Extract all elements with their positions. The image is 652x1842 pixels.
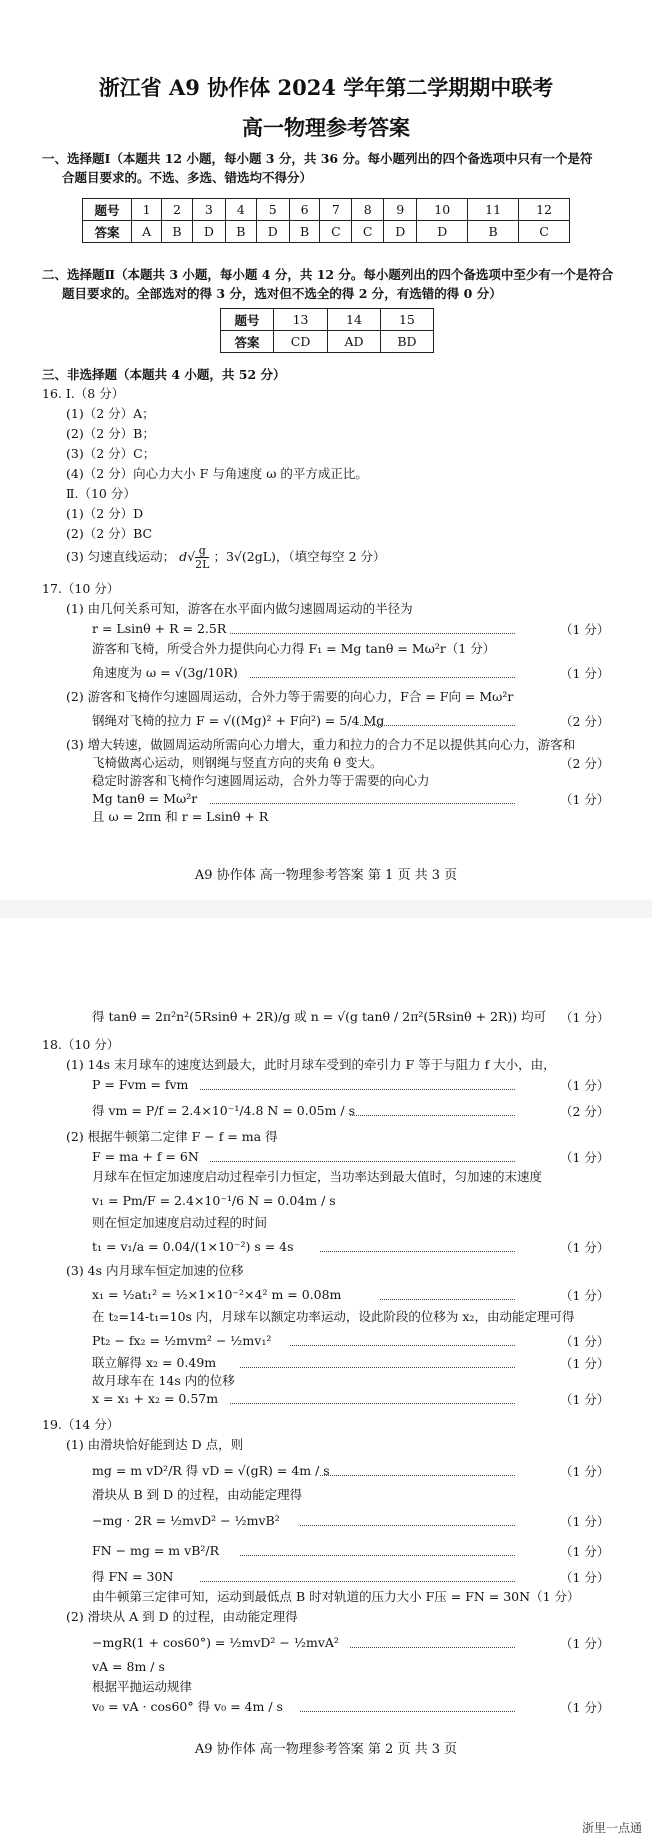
q16-line: (1)（2 分）D: [66, 506, 144, 521]
dot-leader: [290, 1345, 515, 1346]
dot-leader: [300, 1711, 515, 1712]
page-footer: A9 协作体 高一物理参考答案 第 1 页 共 3 页: [194, 868, 458, 883]
table-cell: 5: [256, 199, 289, 221]
q17-line: 稳定时游客和飞椅作匀速圆周运动，合外力等于需要的向心力: [92, 773, 430, 788]
table-cell: 8: [352, 199, 384, 221]
table-cell: D: [384, 221, 417, 243]
table-cell: AD: [328, 331, 381, 353]
score-mark: （1 分）: [560, 1636, 610, 1651]
frac-numerator: g: [195, 544, 209, 558]
q16-fraction: [195, 544, 209, 571]
q19-line: vA = 8m / s: [92, 1659, 165, 1674]
q18-line: F = ma + f = 6N: [92, 1149, 199, 1164]
answer-page-2: [0, 918, 652, 1842]
dot-leader: [250, 677, 515, 678]
q18-line: (3) 4s 内月球车恒定加速的位移: [66, 1263, 244, 1278]
table-cell: C: [320, 221, 352, 243]
section2-heading: 二、选择题Ⅱ（本题共 3 小题，每小题 4 分，共 12 分。每小题列出的四个备选项中至少有一个是符合: [42, 267, 614, 282]
table-cell: 9: [384, 199, 417, 221]
dot-leader: [200, 1089, 515, 1090]
score-mark: （1 分）: [560, 1514, 610, 1529]
dot-leader: [210, 1161, 515, 1162]
table-row-label: 答案: [83, 221, 132, 243]
q17-line: 且 ω = 2πn 和 r = Lsinθ + R: [92, 809, 269, 824]
q16-text: ；3√(2gL)，（填空每空 2 分）: [213, 549, 386, 564]
dot-leader: [320, 1475, 515, 1476]
q17-line: 游客和飞椅，所受合外力提供向心力得 F₁ = Mg tanθ = Mω²r（1 分）: [92, 641, 496, 656]
q16-line-formula: [66, 544, 386, 571]
answer-subtitle: 高一物理参考答案: [242, 115, 410, 140]
q16-heading: 16. Ⅰ.（8 分）: [42, 386, 125, 401]
q16-symbol: d: [179, 549, 188, 564]
section2-heading-cont: 题目要求的。全部选对的得 3 分，选对但不选全的得 2 分，有选错的得 0 分）: [62, 286, 502, 301]
table-cell: B: [226, 221, 257, 243]
score-mark: （1 分）: [560, 792, 610, 807]
score-mark: （1 分）: [560, 1150, 610, 1165]
q16-line: (2)（2 分）B；: [66, 426, 155, 441]
table-cell: 10: [417, 199, 468, 221]
section1-heading-cont: 合题目要求的。不选、多选、错选均不得分）: [62, 170, 313, 185]
dot-leader: [350, 1115, 515, 1116]
table-cell: 14: [328, 309, 381, 331]
q19-line: 根据平抛运动规律: [92, 1679, 193, 1694]
dot-leader: [360, 725, 515, 726]
table-cell: B: [289, 221, 320, 243]
q18-line: x₁ = ½at₁² = ½×1×10⁻²×4² m = 0.08m: [92, 1287, 342, 1302]
q17-heading: 17.（10 分）: [42, 581, 120, 596]
q19-line: FN − mg = m vB²/R: [92, 1543, 220, 1558]
table-cell: A: [132, 221, 162, 243]
q17-line: Mg tanθ = Mω²r: [92, 791, 198, 806]
score-mark: （1 分）: [560, 1392, 610, 1407]
table-cell: D: [256, 221, 289, 243]
table-cell: B: [468, 221, 519, 243]
dot-leader: [300, 1525, 515, 1526]
q19-line: (1) 由滑块恰好能到达 D 点，则: [66, 1437, 244, 1452]
table-cell: 7: [320, 199, 352, 221]
dot-leader: [320, 1251, 515, 1252]
q18-line: Pt₂ − fx₂ = ½mvm² − ½mv₁²: [92, 1333, 272, 1348]
q19-line: mg = m vD²/R 得 vD = √(gR) = 4m / s: [92, 1463, 330, 1478]
q19-line: (2) 滑块从 A 到 D 的过程，由动能定理得: [66, 1609, 298, 1624]
q16-line: (4)（2 分）向心力大小 F 与角速度 ω 的平方成正比。: [66, 466, 368, 481]
table-row-label: 题号: [83, 199, 132, 221]
table-cell: 6: [289, 199, 320, 221]
q18-line: P = Fvm = fvm: [92, 1077, 189, 1092]
table-cell: 15: [380, 309, 433, 331]
q19-line: −mg · 2R = ½mvD² − ½mvB²: [92, 1513, 280, 1528]
table-cell: 1: [132, 199, 162, 221]
q17-text: 角速度为 ω =: [92, 665, 171, 680]
q18-line: 联立解得 x₂ = 0.49m: [92, 1355, 217, 1370]
score-mark: （2 分）: [560, 714, 610, 729]
q16-part2-heading: Ⅱ.（10 分）: [66, 486, 136, 501]
section1-heading: 一、选择题Ⅰ（本题共 12 小题，每小题 3 分，共 36 分。每小题列出的四个备选项中只有一个是符: [42, 151, 593, 166]
q16-line: (1)（2 分）A；: [66, 406, 155, 421]
q19-line: −mgR(1 + cos60°) = ½mvD² − ½mvA²: [92, 1635, 339, 1650]
q19-line: v₀ = vA · cos60° 得 v₀ = 4m / s: [92, 1699, 283, 1714]
sqrt-sign: √: [187, 549, 196, 564]
q17-line: 钢绳对飞椅的拉力 F = √((Mg)² + F向²) = 5/4 Mg: [92, 713, 385, 728]
frac-denominator: 2L: [195, 558, 210, 571]
table-cell: BD: [380, 331, 433, 353]
q18-line: 在 t₂=14-t₁=10s 内，月球车以额定功率运动，设此阶段的位移为 x₂，由动能定理可得: [92, 1309, 575, 1324]
table-cell: D: [417, 221, 468, 243]
dot-leader: [230, 633, 515, 634]
q16-line: (3)（2 分）C；: [66, 446, 156, 461]
table-cell: 12: [519, 199, 570, 221]
score-mark: （1 分）: [560, 1334, 610, 1349]
q17-line: 飞椅做离心运动，则钢绳与竖直方向的夹角 θ 变大。: [92, 755, 383, 770]
table-row-label: 答案: [221, 331, 274, 353]
exam-title: 浙江省 A9 协作体 2024 学年第二学期期中联考: [98, 75, 554, 100]
score-mark: （1 分）: [560, 1010, 610, 1025]
dot-leader: [230, 1403, 515, 1404]
score-mark: （1 分）: [560, 1700, 610, 1715]
dot-leader: [240, 1367, 515, 1368]
q18-line: v₁ = Pm/F = 2.4×10⁻¹/6 N = 0.04m / s: [92, 1193, 336, 1208]
q16-text: (3) 匀速直线运动；: [66, 549, 176, 564]
score-mark: （2 分）: [560, 1104, 610, 1119]
q17-line: (2) 游客和飞椅作匀速圆周运动，合外力等于需要的向心力，F合 = F向 = Mω²r: [66, 689, 514, 704]
q19-line: 由牛顿第三定律可知，运动到最低点 B 时对轨道的压力大小 F压 = FN = 30N（1 分）: [92, 1589, 580, 1604]
section2-answer-table: [220, 308, 434, 353]
q19-line: 滑块从 B 到 D 的过程，由动能定理得: [92, 1487, 303, 1502]
dot-leader: [240, 1555, 515, 1556]
table-row-label: 题号: [221, 309, 274, 331]
dot-leader: [380, 1299, 515, 1300]
page-gap: [0, 900, 652, 918]
q17-line: (1) 由几何关系可知，游客在水平面内做匀速圆周运动的半径为: [66, 601, 413, 616]
q17-line: (3) 增大转速，做圆周运动所需向心力增大，重力和拉力的合力不足以提供其向心力，游客和: [66, 737, 576, 752]
q17-formula: √(3g/10R): [174, 665, 238, 680]
q18-line: (1) 14s 末月球车的速度达到最大，此时月球车受到的牵引力 F 等于与阻力 f 大小，由，: [66, 1057, 556, 1072]
q19-line: 得 FN = 30N: [92, 1569, 174, 1584]
score-mark: （2 分）: [560, 756, 610, 771]
table-cell: 4: [226, 199, 257, 221]
q17-line-formula: [92, 664, 238, 682]
table-cell: 3: [192, 199, 225, 221]
score-mark: （1 分）: [560, 622, 610, 637]
q16-line: (2)（2 分）BC: [66, 526, 153, 541]
q18-line: t₁ = v₁/a = 0.04/(1×10⁻²) s = 4s: [92, 1239, 294, 1254]
page-footer: A9 协作体 高一物理参考答案 第 2 页 共 3 页: [194, 1742, 458, 1757]
q17-continued: 得 tanθ = 2π²n²(5Rsinθ + 2R)/g 或 n = √(g tanθ / 2π²(5Rsinθ + 2R)) 均可: [92, 1009, 547, 1024]
watermark: 浙里一点通: [581, 1821, 642, 1835]
q18-line: 得 vm = P/f = 2.4×10⁻¹/4.8 N = 0.05m / s: [92, 1103, 356, 1118]
score-mark: （1 分）: [560, 666, 610, 681]
score-mark: （1 分）: [560, 1356, 610, 1371]
table-cell: CD: [274, 331, 328, 353]
section3-heading: 三、非选择题（本题共 4 小题，共 52 分）: [42, 367, 286, 382]
q18-line: x = x₁ + x₂ = 0.57m: [92, 1391, 219, 1406]
table-cell: C: [519, 221, 570, 243]
score-mark: （1 分）: [560, 1570, 610, 1585]
answer-page-1: [0, 0, 652, 900]
score-mark: （1 分）: [560, 1240, 610, 1255]
q18-line: 故月球车在 14s 内的位移: [92, 1373, 235, 1388]
q18-line: (2) 根据牛顿第二定律 F − f = ma 得: [66, 1129, 278, 1144]
q19-heading: 19.（14 分）: [42, 1417, 120, 1432]
dot-leader: [350, 1647, 515, 1648]
score-mark: （1 分）: [560, 1464, 610, 1479]
dot-leader: [200, 1581, 515, 1582]
q18-line: 则在恒定加速度启动过程的时间: [92, 1215, 268, 1230]
q18-line: 月球车在恒定加速度启动过程牵引力恒定，当功率达到最大值时，匀加速的末速度: [92, 1169, 543, 1184]
table-cell: C: [352, 221, 384, 243]
score-mark: （1 分）: [560, 1544, 610, 1559]
q18-heading: 18.（10 分）: [42, 1037, 120, 1052]
dot-leader: [210, 803, 515, 804]
table-cell: B: [162, 221, 193, 243]
table-cell: 2: [162, 199, 193, 221]
score-mark: （1 分）: [560, 1078, 610, 1093]
table-cell: D: [192, 221, 225, 243]
section1-answer-table: [82, 198, 570, 243]
table-cell: 13: [274, 309, 328, 331]
table-cell: 11: [468, 199, 519, 221]
q17-line: r = Lsinθ + R = 2.5R: [92, 621, 227, 636]
score-mark: （1 分）: [560, 1288, 610, 1303]
